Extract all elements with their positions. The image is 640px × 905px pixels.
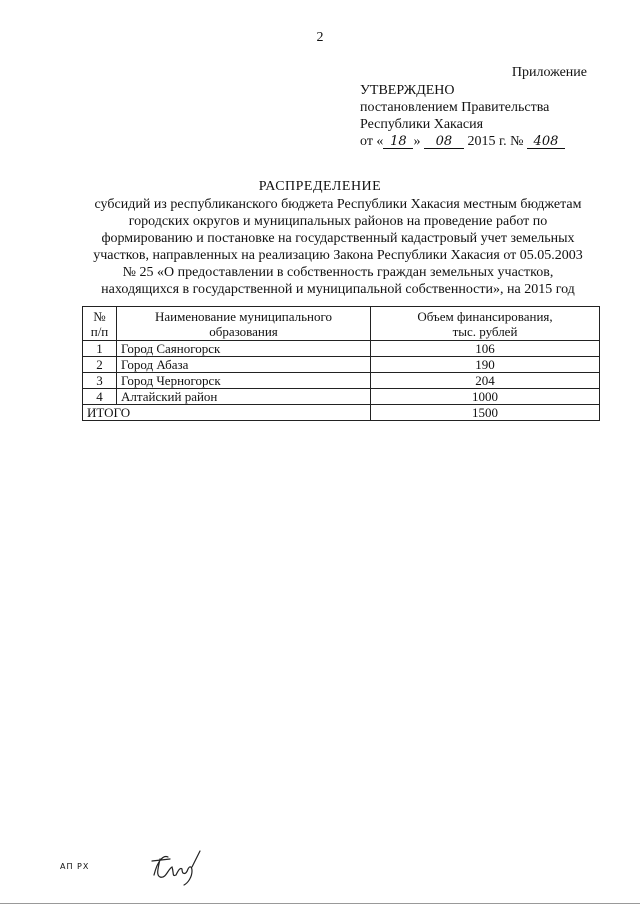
- document-subtitle: [78, 196, 598, 298]
- approval-line-2: постановлением Правительства: [360, 100, 550, 115]
- approval-title: УТВЕРЖДЕНО: [360, 83, 455, 98]
- subtitle-line: № 25 «О предоставлении в собственность граждан земельных участков,: [122, 265, 554, 280]
- distribution-table: [82, 306, 600, 421]
- table-row: [83, 357, 600, 373]
- row-name: Город Саяногорск: [117, 341, 371, 357]
- page-number: 2: [316, 30, 324, 45]
- subtitle-line: формированию и постановке на государственный кадастровый учет земельных: [101, 231, 575, 246]
- approval-quote-close: »: [413, 134, 421, 149]
- header-value-line1: Объем финансирования,: [417, 309, 553, 324]
- row-num: 2: [83, 357, 117, 373]
- header-name-line1: Наименование муниципального: [154, 309, 333, 324]
- header-name-line2: образования: [209, 324, 278, 339]
- signature-mark: [148, 845, 208, 887]
- row-name: Алтайский район: [117, 389, 371, 405]
- table-row: [83, 389, 600, 405]
- row-num: 1: [83, 341, 117, 357]
- table-header-row: [83, 307, 600, 341]
- document-title: РАСПРЕДЕЛЕНИЕ: [258, 179, 382, 194]
- subtitle-line: находящихся в государственной и муниципальной собственности», на 2015 год: [101, 282, 575, 297]
- subtitle-line: городских округов и муниципальных районов на проведение работ по: [128, 214, 548, 229]
- approval-number: 408: [527, 135, 565, 149]
- row-num: 4: [83, 389, 117, 405]
- row-value: 204: [371, 373, 600, 389]
- row-value: 190: [371, 357, 600, 373]
- approval-block: [360, 82, 565, 150]
- header-num-line2: п/п: [90, 324, 109, 339]
- bottom-rule: [0, 903, 640, 904]
- row-value: 1000: [371, 389, 600, 405]
- total-label: ИТОГО: [83, 405, 371, 421]
- header-num-line1: №: [93, 309, 106, 324]
- header-num: [83, 307, 117, 341]
- approval-line-3: Республики Хакасия: [360, 117, 484, 132]
- table-row: [83, 341, 600, 357]
- header-name: [117, 307, 371, 341]
- row-name: Город Абаза: [117, 357, 371, 373]
- appendix-label: Приложение: [511, 65, 587, 80]
- row-name: Город Черногорск: [117, 373, 371, 389]
- table-row: [83, 373, 600, 389]
- subtitle-line: субсидий из республиканского бюджета Республики Хакасия местным бюджетам: [94, 197, 582, 212]
- approval-year-label: 2015 г. №: [467, 134, 524, 149]
- total-value: 1500: [371, 405, 600, 421]
- signature-stroke: [152, 851, 200, 885]
- approval-date-line: [360, 133, 565, 150]
- header-value: [371, 307, 600, 341]
- approval-month: 08: [424, 135, 464, 149]
- footer-code: АП РХ: [60, 862, 90, 871]
- table-total-row: [83, 405, 600, 421]
- approval-day: 18: [383, 135, 413, 149]
- header-value-line2: тыс. рублей: [452, 324, 518, 339]
- row-value: 106: [371, 341, 600, 357]
- row-num: 3: [83, 373, 117, 389]
- subtitle-line: участков, направленных на реализацию Закона Республики Хакасия от 05.05.2003: [93, 248, 583, 263]
- approval-from-label: от «: [360, 134, 384, 149]
